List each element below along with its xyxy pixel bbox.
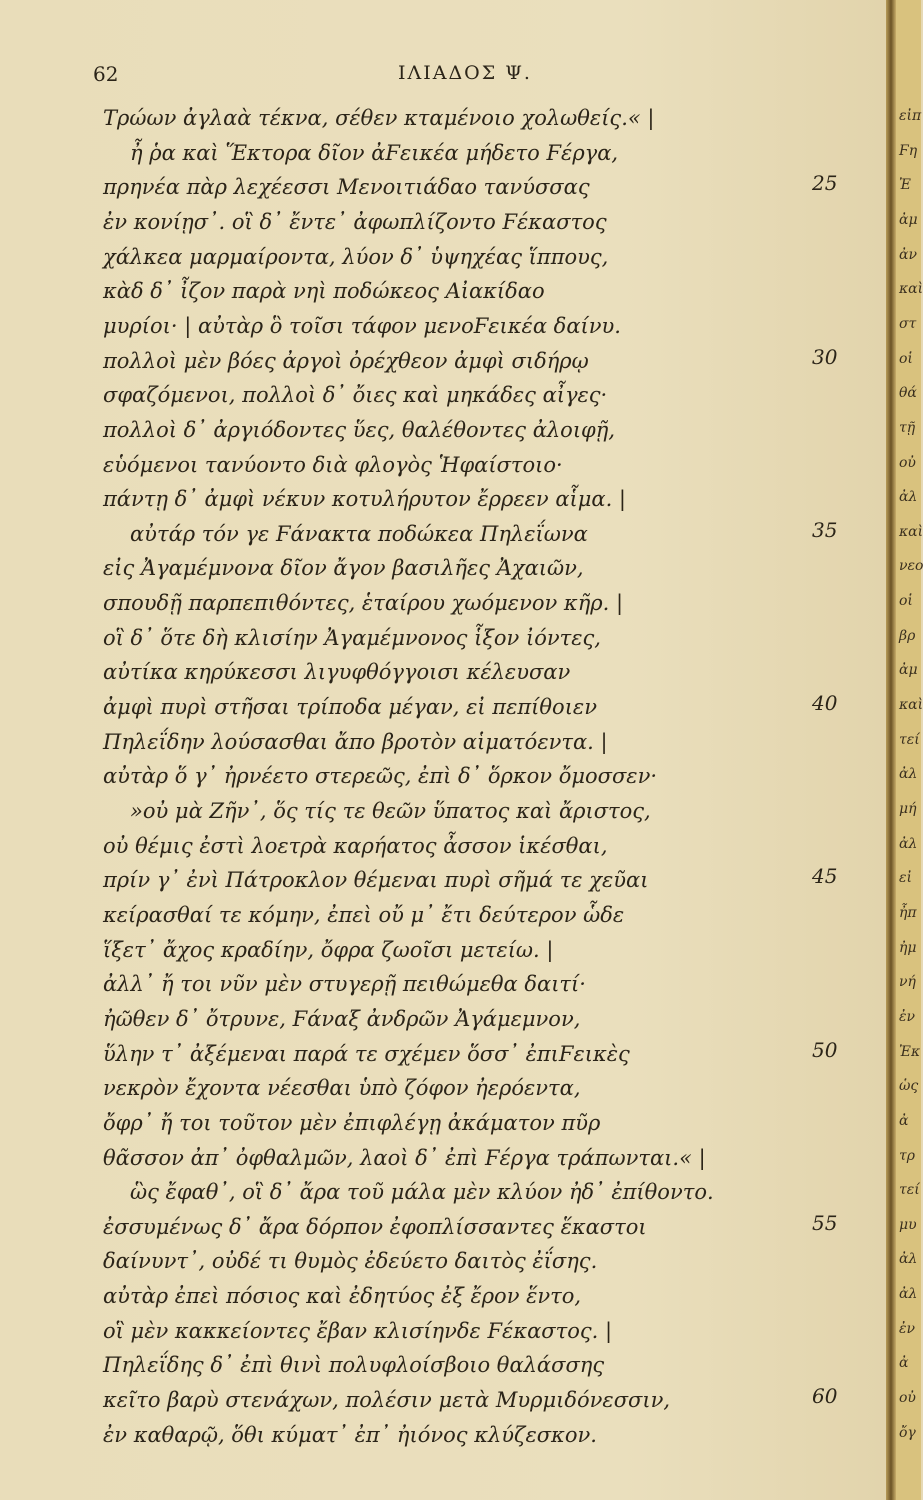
facing-page-fragment: ἀ <box>899 1355 909 1372</box>
facing-page-fragment: ἐν <box>899 1320 916 1337</box>
facing-page-fragment: καὶ <box>899 523 923 540</box>
facing-page-edge <box>896 0 921 1500</box>
facing-page-fragment: ἀμ <box>899 662 918 679</box>
verse-line: Τρώων ἀγλαὰ τέκνα, σέθεν κταμένοιο χολωθείς.« | <box>103 106 655 130</box>
facing-page-fragment: ἀλ <box>899 766 918 783</box>
line-number: 55 <box>812 1210 838 1235</box>
facing-page-fragment: οὐ <box>899 454 916 471</box>
verse-line: ἐν κονίῃσ᾽. οἳ δ᾽ ἔντε᾽ ἀφωπλίζοντο Ϝέκαστος <box>103 209 607 234</box>
verse-line: οὐ θέμις ἐστὶ λοετρὰ καρήατος ἆσσον ἱκέσθαι, <box>103 833 608 858</box>
verse-line: Πηλεΐδης δ᾽ ἐπὶ θινὶ πολυφλοίσβοιο θαλάσσης <box>103 1353 605 1378</box>
facing-page-fragment: τρ <box>899 1147 915 1164</box>
verse-line: πολλοὶ δ᾽ ἀργιόδοντες ὕες, θαλέθοντες ἀλοιφῇ, <box>103 417 616 442</box>
verse-line: σφαζόμενοι, πολλοὶ δ᾽ ὄιες καὶ μηκάδες αἶγες· <box>103 383 608 408</box>
facing-page-fragment: ἀλ <box>899 1286 918 1303</box>
verse-line: πολλοὶ μὲν βόες ἀργοὶ ὀρέχθεον ἀμφὶ σιδήρῳ <box>103 348 589 373</box>
verse-line: κεῖτο βαρὺ στενάχων, πολέσιν μετὰ Μυρμιδόνεσσιν, <box>103 1388 671 1413</box>
verse-line: πάντῃ δ᾽ ἀμφὶ νέκυν κοτυλήρυτον ἔρρεεν αἷμα. | <box>103 487 627 512</box>
facing-page-fragment: ἀλ <box>899 835 918 852</box>
facing-page-fragment: βρ <box>899 627 916 644</box>
verse-line: εὑόμενοι τανύοντο διὰ φλογὸς Ἡφαίστοιο· <box>103 452 563 477</box>
verse-line: »οὐ μὰ Ζῆν᾽, ὅς τίς τε θεῶν ὕπατος καὶ ἄριστος, <box>130 799 651 823</box>
facing-page-fragment: νεο <box>899 558 923 575</box>
verse-line: αὐτάρ τόν γε Ϝάνακτα ποδώκεα Πηλεΐωνα <box>130 521 588 546</box>
verse-line: ἐσσυμένως δ᾽ ἄρα δόρπον ἐφοπλίσσαντες ἕκαστοι <box>103 1214 647 1239</box>
line-number: 25 <box>812 171 838 196</box>
facing-page-fragment: ἐν <box>899 1008 916 1025</box>
verse-line: Πηλεΐδην λούσασθαι ἄπο βροτὸν αἱματόεντα. | <box>103 729 608 754</box>
verse-line: κὰδ δ᾽ ἶζον παρὰ νηὶ ποδώκεος Αἰακίδαο <box>103 279 545 304</box>
verse-line: ἀλλ᾽ ἤ τοι νῦν μὲν στυγερῇ πειθώμεθα δαιτί· <box>103 972 586 997</box>
verse-line: οἳ δ᾽ ὅτε δὴ κλισίην Ἀγαμέμνονος ἷξον ἰόντες, <box>103 625 601 650</box>
verse-line: θᾶσσον ἀπ᾽ ὀφθαλμῶν, λαοὶ δ᾽ ἐπὶ Ϝέργα τράπωνται.« | <box>103 1145 706 1170</box>
facing-page-fragment: μή <box>899 801 917 817</box>
line-number: 60 <box>812 1384 838 1409</box>
facing-page-fragment: Ϝη <box>899 142 918 159</box>
verse-line: ἐν καθαρῷ, ὅθι κύματ᾽ ἐπ᾽ ἠιόνος κλύζεσκον. <box>103 1422 597 1447</box>
facing-page-fragment: Ἐκ <box>899 1043 921 1060</box>
line-number: 50 <box>812 1037 838 1062</box>
facing-page-fragment: τεί <box>899 731 920 748</box>
verse-line: κείρασθαί τε κόμην, ἐπεὶ οὔ μ᾽ ἔτι δεύτερον ὧδε <box>103 902 625 927</box>
verse-line: ὕλην τ᾽ ἀξέμεναι παρά τε σχέμεν ὅσσ᾽ ἐπιϜεικὲς <box>103 1041 630 1066</box>
verse-line: οἳ μὲν κακκείοντες ἔβαν κλισίηνδε Ϝέκαστος. | <box>103 1318 613 1343</box>
verse-line: ἵξετ᾽ ἄχος κραδίην, ὄφρα ζωοῖσι μετείω. | <box>103 937 554 962</box>
book-spine <box>886 0 896 1500</box>
facing-page-fragment: ὡς <box>899 1078 919 1095</box>
verse-line: πρίν γ᾽ ἐνὶ Πάτροκλον θέμεναι πυρὶ σῆμά τε χεῦαι <box>103 868 649 893</box>
facing-page-fragment: εἰπ <box>899 108 922 124</box>
facing-page-fragment: ἀλ <box>899 1251 918 1268</box>
running-title: ΙΛΙΑΔΟΣ Ψ. <box>398 62 532 84</box>
facing-page-fragment: καὶ <box>899 697 923 714</box>
facing-page-fragment: καὶ <box>899 281 923 298</box>
page-header <box>0 62 890 92</box>
facing-page-fragment: ἀν <box>899 246 917 263</box>
line-number: 40 <box>812 691 838 716</box>
verse-line: αὐτίκα κηρύκεσσι λιγυφθόγγοισι κέλευσαν <box>103 660 571 685</box>
facing-page-fragment: οἱ <box>899 593 913 610</box>
facing-page-fragment: Ἐ <box>899 177 911 194</box>
verse-line: αὐτὰρ ἐπεὶ πόσιος καὶ ἐδητύος ἐξ ἔρον ἕντο, <box>103 1284 582 1309</box>
facing-page-fragment: οὐ <box>899 1390 916 1407</box>
facing-page-fragment: θά <box>899 385 917 402</box>
facing-page-fragment: ἀ <box>899 1112 909 1129</box>
verse-line: ὣς ἔφαθ᾽, οἳ δ᾽ ἄρα τοῦ μάλα μὲν κλύον ἠδ᾽ ἐπίθοντο. <box>130 1180 714 1205</box>
verse-line: ἠῶθεν δ᾽ ὄτρυνε, Ϝάναξ ἀνδρῶν Ἀγάμεμνον, <box>103 1006 581 1031</box>
facing-page-fragment: ὄγ <box>899 1424 916 1441</box>
line-number: 30 <box>812 344 838 369</box>
facing-page-fragment: ἦπ <box>899 904 917 921</box>
line-number: 35 <box>812 517 838 542</box>
line-number: 45 <box>812 864 838 889</box>
facing-page-fragment: τῇ <box>899 419 916 436</box>
facing-page-fragment: νή <box>899 974 916 991</box>
verse-line: αὐτὰρ ὅ γ᾽ ἠρνέετο στερεῶς, ἐπὶ δ᾽ ὅρκον ὄμοσσεν· <box>103 764 658 789</box>
verse-line: χάλκεα μαρμαίροντα, λύον δ᾽ ὑψηχέας ἵππους, <box>103 244 609 269</box>
verse-line: σπουδῇ παρπεπιθόντες, ἑταίρου χωόμενον κῆρ. | <box>103 591 624 616</box>
facing-page-fragment: ἀλ <box>899 489 918 506</box>
facing-page-fragment: στ <box>899 315 917 332</box>
verse-line: πρηνέα πὰρ λεχέεσσι Μενοιτιάδαο τανύσσας <box>103 175 590 200</box>
verse-line: νεκρὸν ἔχοντα νέεσθαι ὑπὸ ζόφον ἠερόεντα, <box>103 1076 581 1101</box>
verse-line: δαίνυντ᾽, οὐδέ τι θυμὸς ἐδεύετο δαιτὸς ἐΐσης. <box>103 1249 598 1274</box>
facing-page-fragment: οἱ <box>899 350 913 367</box>
facing-page-fragment: τεί <box>899 1182 920 1199</box>
verse-line: ἀμφὶ πυρὶ στῆσαι τρίποδα μέγαν, εἰ πεπίθοιεν <box>103 695 597 720</box>
verse-line: μυρίοι· | αὐτὰρ ὃ τοῖσι τάφον μενοϜεικέα δαίνυ. <box>103 313 621 338</box>
verse-line: εἰς Ἀγαμέμνονα δῖον ἄγον βασιλῆες Ἀχαιῶν, <box>103 556 584 581</box>
page-number: 62 <box>93 62 119 86</box>
verse-line: ὄφρ᾽ ἤ τοι τοῦτον μὲν ἐπιφλέγῃ ἀκάματον πῦρ <box>103 1110 601 1135</box>
verse-line: ἦ ῥα καὶ Ἕκτορα δῖον ἀϜεικέα μήδετο Ϝέργα, <box>130 140 619 165</box>
facing-page-fragment: ἠμ <box>899 939 917 956</box>
facing-page-fragment: ἀμ <box>899 211 918 228</box>
facing-page-fragment: μυ <box>899 1216 917 1233</box>
facing-page-fragment: εἰ <box>899 870 913 887</box>
